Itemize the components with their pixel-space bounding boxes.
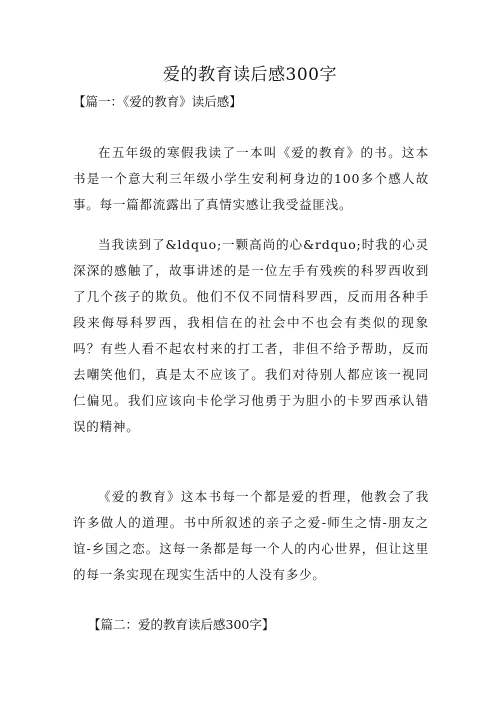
- section-heading-2: 【篇二：爱的教育读后感300字】: [88, 617, 275, 632]
- paragraph-1: 在五年级的寒假我读了一本叫《爱的教育》的书。这本书是一个意大利三年级小学生安利柯身边的100多个感人故事。每一篇都流露出了真情实感让我受益匪浅。: [73, 145, 429, 212]
- paragraph-3: 《爱的教育》这本书每一个都是爱的哲理，他教会了我许多做人的道理。书中所叙述的亲子之爱-师生之情-朋友之谊-乡国之恋。这每一条都是每一个人的内心世界，但让这里的每一条实现在现实生活中的人没有多少。: [73, 489, 429, 582]
- document-title: 爱的教育读后感300字: [163, 65, 337, 85]
- paragraph-2: 当我读到了&ldquo;一颗高尚的心&rdquo;时我的心灵深深的感触了，故事讲述的是一位左手有残疾的科罗西收到了几个孩子的欺负。他们不仅不同情科罗西，反而用各种手段来侮辱科罗西，我相信在的社会中不也会有类似的现象吗？有些人看不起农村来的打工者，非但不给予帮助，反而去嘲笑他们，真是太不应该了。我们对待别人都应该一视同仁偏见。我们应该向卡伦学习他勇于为胆小的卡罗西承认错误的精神。: [73, 237, 429, 434]
- section-heading-1: 【篇一：《爱的教育》读后感】: [73, 94, 242, 109]
